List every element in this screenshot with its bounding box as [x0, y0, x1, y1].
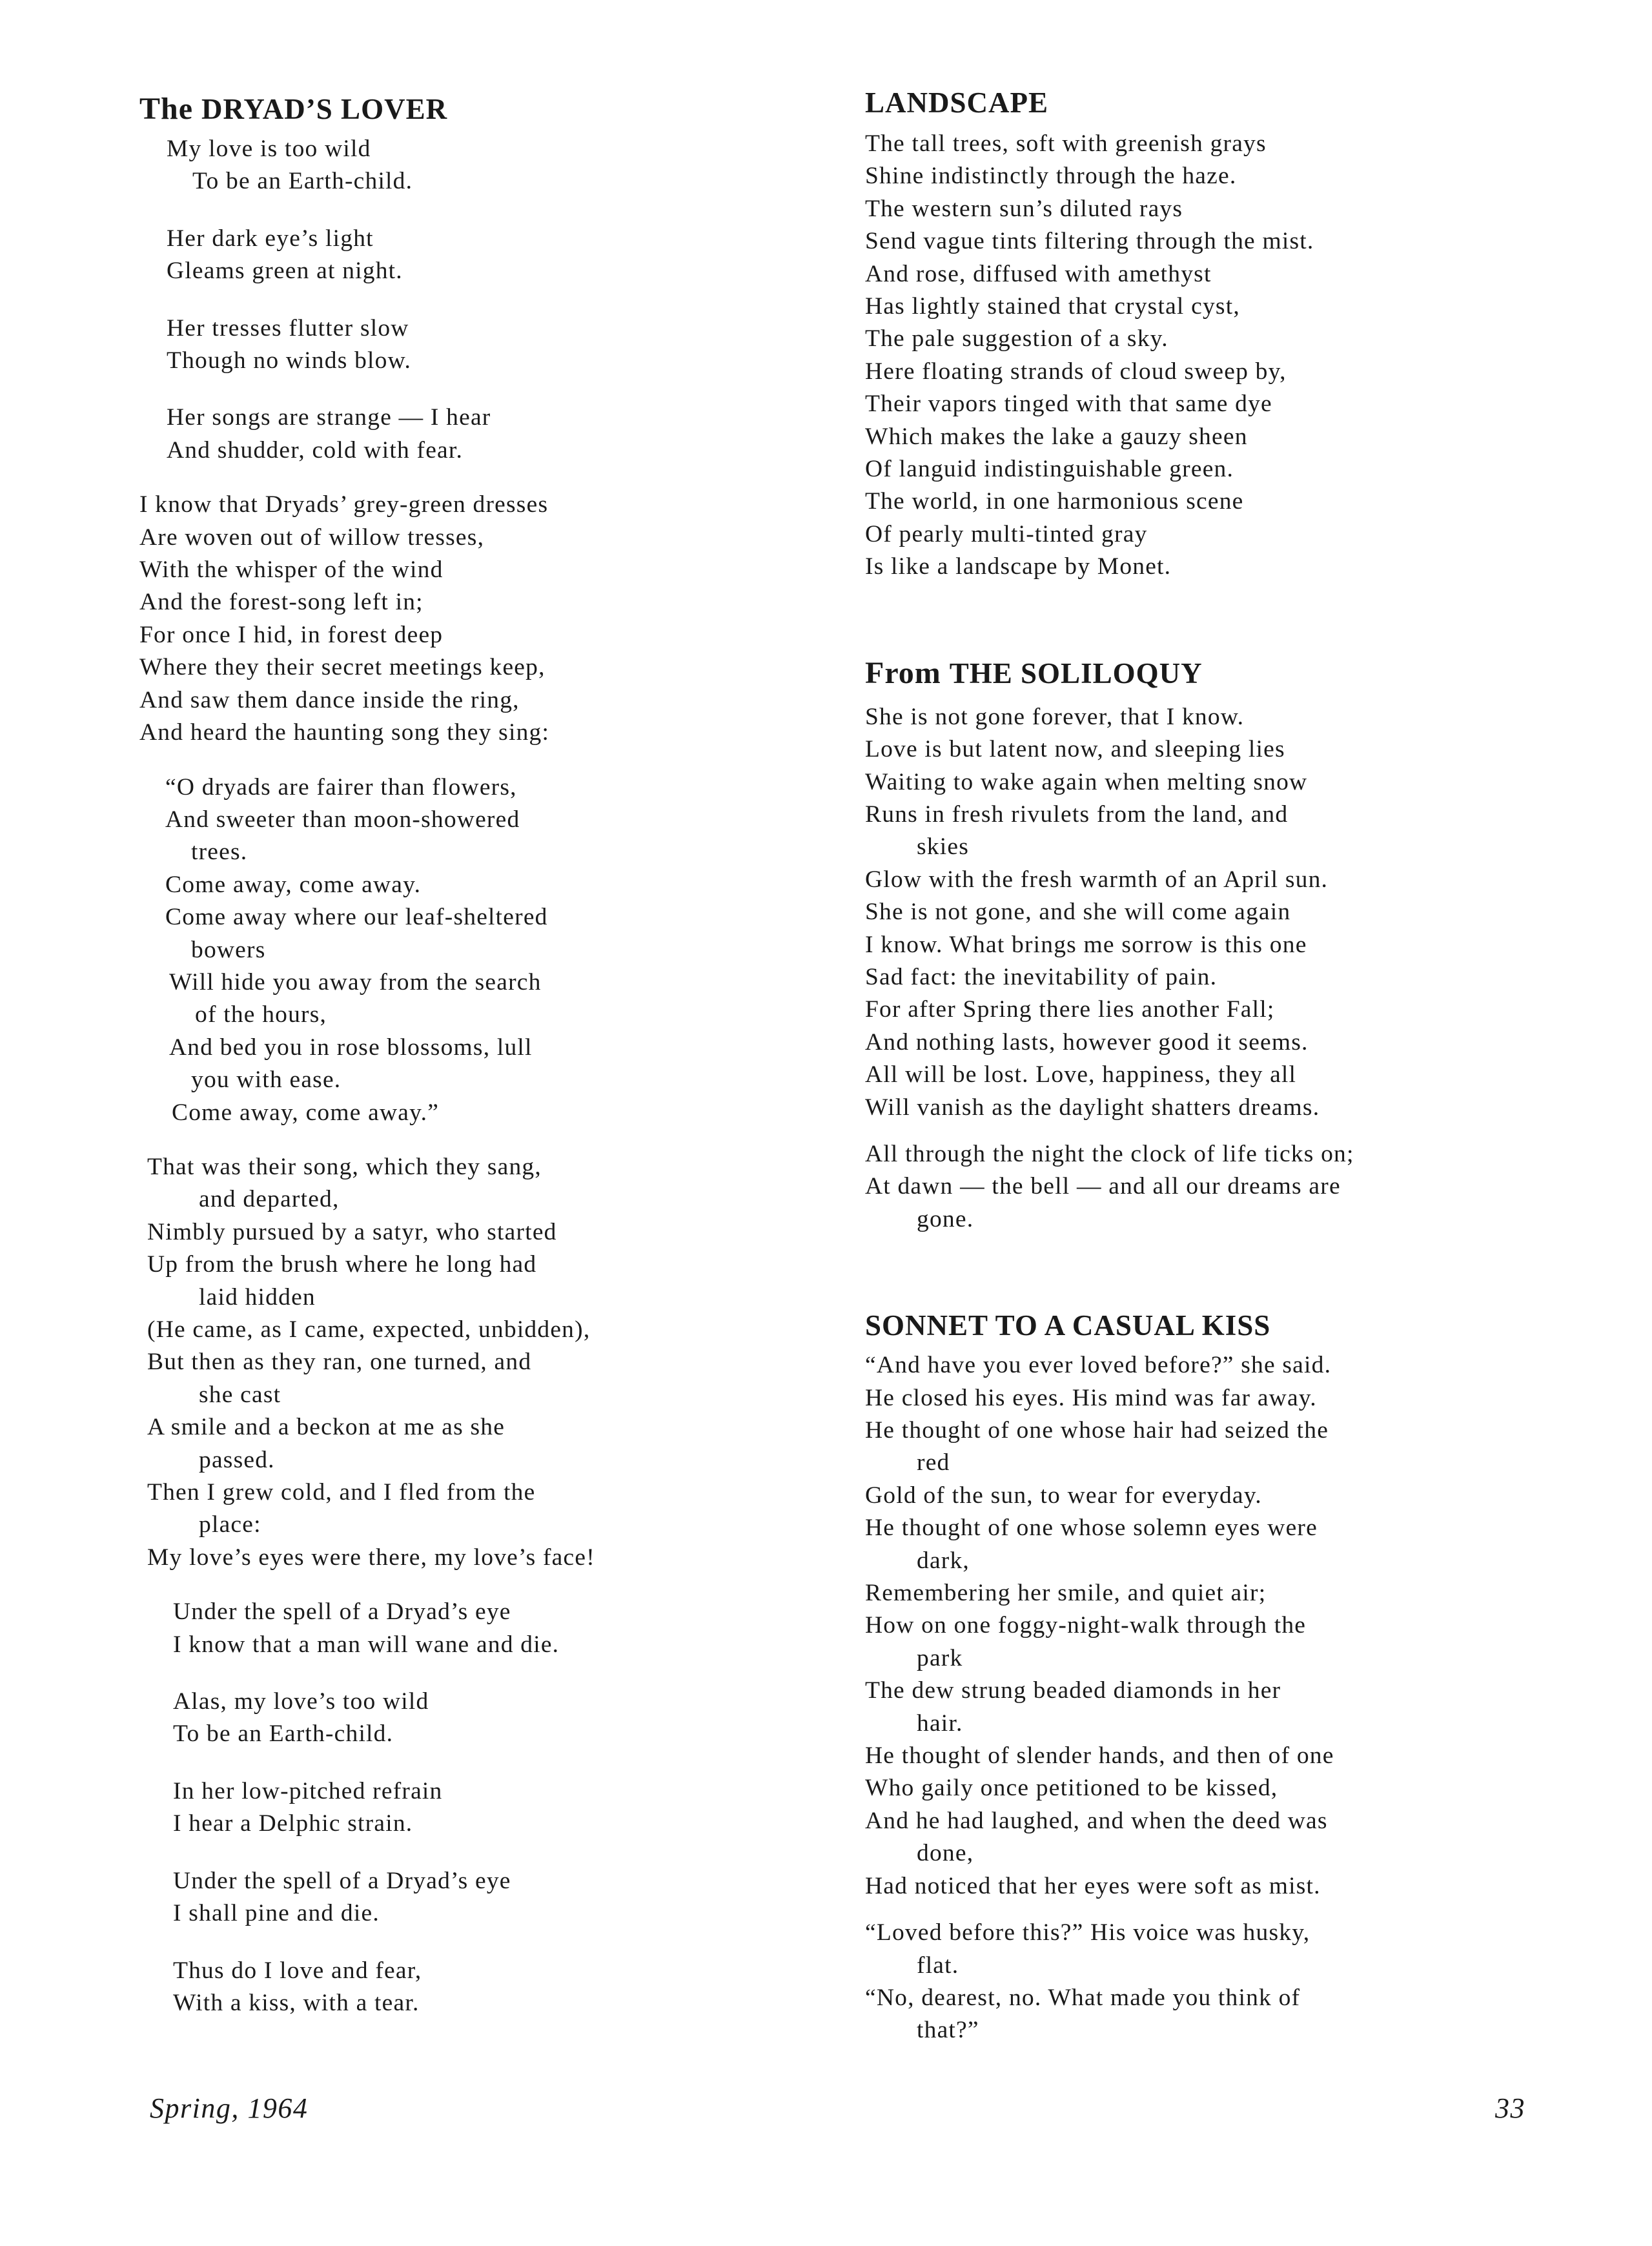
poem-line: and departed,: [199, 1186, 340, 1213]
poem-line: Of pearly multi-tinted gray: [865, 520, 1148, 547]
poem-line: I hear a Delphic strain.: [173, 1810, 413, 1837]
poem-line: Sad fact: the inevitability of pain.: [865, 963, 1218, 990]
stanza: [173, 1865, 791, 1930]
poem-line: I know. What brings me sorrow is this one: [865, 931, 1307, 958]
poem-line: park: [917, 1644, 963, 1671]
intro-stanzas: [139, 133, 791, 467]
poem-line: Nimbly pursued by a satyr, who started: [147, 1218, 557, 1245]
poem-title-landscape: [865, 83, 1511, 123]
soliloquy-stanza: [865, 1138, 1511, 1236]
poem-line: The western sun’s diluted rays: [865, 195, 1183, 222]
poem-line: The tall trees, soft with greenish grays: [865, 130, 1267, 157]
poem-line: And he had laughed, and when the deed was: [865, 1807, 1328, 1834]
poem-line: she cast: [199, 1381, 281, 1408]
poem-line: hair.: [917, 1710, 963, 1737]
poem-line: of the hours,: [195, 1001, 327, 1028]
poem-line: Alas, my love’s too wild: [173, 1688, 429, 1715]
poem-line: flat.: [917, 1952, 959, 1979]
poem-line: To be an Earth-child.: [192, 168, 413, 195]
poem-line: trees.: [191, 839, 248, 866]
poem-line: My love’s eyes were there, my love’s face!: [147, 1544, 595, 1571]
poem-line: that?”: [917, 2017, 979, 2044]
poem-line: red: [917, 1449, 950, 1476]
poem-line: For after Spring there lies another Fall;: [865, 996, 1275, 1023]
poem-line: And sweeter than moon-showered: [165, 806, 520, 833]
poem-line: Come away where our leaf-sheltered: [165, 904, 548, 931]
poem-line: Where they their secret meetings keep,: [139, 654, 546, 681]
poem-line: And the forest-song left in;: [139, 589, 423, 616]
poem-line: A smile and a beckon at me as she: [147, 1414, 505, 1441]
poem-title-sonnet: [865, 1305, 1511, 1345]
poem-line: skies: [917, 833, 969, 861]
poem-line: “No, dearest, no. What made you think of: [865, 1984, 1301, 2011]
poem-line: passed.: [199, 1446, 275, 1473]
poem-line: Remembering her smile, and quiet air;: [865, 1580, 1267, 1607]
poem-line: All will be lost. Love, happiness, they all: [865, 1061, 1297, 1088]
poem-line: Who gaily once petitioned to be kissed,: [865, 1775, 1278, 1802]
soliloquy-stanza: [865, 701, 1511, 1124]
poem-line: Then I grew cold, and I fled from the: [147, 1479, 536, 1506]
poem-line: gone.: [917, 1205, 974, 1232]
poem-line: The dew strung beaded diamonds in her: [865, 1677, 1281, 1704]
poem-line: And nothing lasts, however good it seems.: [865, 1028, 1309, 1056]
poem-line: And heard the haunting song they sing:: [139, 719, 550, 746]
poem-line: dark,: [917, 1547, 970, 1574]
poem-line: Love is but latent now, and sleeping lies: [865, 736, 1285, 763]
poem-line: And shudder, cold with fear.: [167, 436, 464, 464]
poem-line: Up from the brush where he long had: [147, 1251, 537, 1278]
poem-line: With the whisper of the wind: [139, 556, 444, 584]
poem-line: That was their song, which they sang,: [147, 1153, 542, 1180]
poem-line: Come away, come away.”: [172, 1099, 440, 1126]
stanza: [167, 133, 791, 198]
poem-line: laid hidden: [199, 1283, 316, 1311]
stanza: [167, 312, 791, 378]
stanza: [167, 223, 791, 288]
title-main: DRYAD’S LOVER: [201, 93, 448, 125]
poem-line: Her tresses flutter slow: [167, 314, 409, 342]
poem-line: I shall pine and die.: [173, 1900, 380, 1927]
poem-line: He thought of slender hands, and then of one: [865, 1742, 1334, 1770]
poem-line: And saw them dance inside the ring,: [139, 686, 520, 713]
poem-line: I know that a man will wane and die.: [173, 1631, 560, 1658]
stanza: [167, 402, 791, 467]
poem-line: For once I hid, in forest deep: [139, 621, 444, 648]
poem-line: Though no winds blow.: [167, 347, 412, 374]
poem-line: He thought of one whose solemn eyes were: [865, 1515, 1318, 1542]
poem-line: Their vapors tinged with that same dye: [865, 391, 1272, 418]
poem-line: But then as they ran, one turned, and: [147, 1349, 532, 1376]
poem-line: Shine indistinctly through the haze.: [865, 163, 1237, 190]
title-prefix: From: [865, 655, 941, 690]
poem-line: Will vanish as the daylight shatters dreams.: [865, 1094, 1320, 1121]
poem-line: Send vague tints filtering through the mist.: [865, 228, 1314, 255]
stanza: [173, 1775, 791, 1841]
poem-line: Runs in fresh rivulets from the land, and: [865, 801, 1289, 828]
poem-line: Has lightly stained that crystal cyst,: [865, 293, 1240, 320]
poem-line: Here floating strands of cloud sweep by,: [865, 358, 1287, 385]
poem-line: He thought of one whose hair had seized the: [865, 1417, 1329, 1444]
departure-stanza: [139, 1151, 791, 1574]
poem-line: “O dryads are fairer than flowers,: [165, 773, 517, 801]
title-main: LANDSCAPE: [865, 87, 1049, 119]
poem-line: And bed you in rose blossoms, lull: [169, 1034, 533, 1061]
poem-line: Thus do I love and fear,: [173, 1957, 422, 1984]
poem-line: you with ease.: [191, 1067, 342, 1094]
poem-line: He closed his eyes. His mind was far away.: [865, 1384, 1317, 1411]
sonnet-stanza: [865, 1917, 1511, 2047]
poem-line: Had noticed that her eyes were soft as mist.: [865, 1872, 1321, 1899]
title-prefix: The: [139, 92, 194, 126]
poem-line: “Loved before this?” His voice was husky,: [865, 1919, 1310, 1946]
poem-line: place:: [199, 1511, 261, 1538]
poem-line: She is not gone, and she will come again: [865, 899, 1291, 926]
poem-line: Will hide you away from the search: [169, 968, 542, 995]
title-main: SONNET TO A CASUAL KISS: [865, 1309, 1271, 1342]
poem-line: To be an Earth-child.: [173, 1720, 394, 1748]
poem-line: Under the spell of a Dryad’s eye: [173, 1598, 511, 1626]
page-number: 33: [1495, 2092, 1525, 2124]
poem-line: Come away, come away.: [165, 871, 422, 898]
poem-line: With a kiss, with a tear.: [173, 1989, 420, 2016]
stanza: [173, 1686, 791, 1751]
poem-line: Gold of the sun, to wear for everyday.: [865, 1482, 1262, 1509]
dryad-song-stanza: [139, 771, 791, 1129]
poem-line: At dawn — the bell — and all our dreams are: [865, 1173, 1341, 1200]
closing-stanzas: [139, 1596, 791, 2019]
poem-line: bowers: [191, 936, 266, 963]
poem-line: I know that Dryads’ grey-green dresses: [139, 491, 549, 518]
poem-line: My love is too wild: [167, 136, 371, 162]
poem-line: The pale suggestion of a sky.: [865, 325, 1168, 352]
poem-line: The world, in one harmonious scene: [865, 488, 1244, 515]
poem-line: (He came, as I came, expected, unbidden),: [147, 1316, 591, 1343]
poem-line: Gleams green at night.: [167, 258, 403, 285]
title-main: THE SOLILOQUY: [949, 657, 1203, 689]
poem-title-dryads-lover: [139, 89, 791, 129]
issue-date: Spring, 1964: [150, 2092, 309, 2124]
poem-line: All through the night the clock of life ticks on;: [865, 1140, 1354, 1167]
narrative-stanza: [139, 489, 791, 749]
poem-line: Her songs are strange — I hear: [167, 404, 491, 431]
poem-line: And rose, diffused with amethyst: [865, 260, 1212, 287]
stanza: [173, 1955, 791, 2020]
poem-title-soliloquy: [865, 653, 1511, 693]
poem-line: Her dark eye’s light: [167, 225, 374, 252]
poem-line: done,: [917, 1840, 974, 1867]
poem-line: In her low-pitched refrain: [173, 1777, 443, 1804]
sonnet-stanza: [865, 1349, 1511, 1903]
poem-line: Glow with the fresh warmth of an April sun.: [865, 866, 1329, 893]
poem-line: How on one foggy-night-walk through the: [865, 1612, 1307, 1639]
poem-line: “And have you ever loved before?” she said.: [865, 1352, 1332, 1379]
poem-line: She is not gone forever, that I know.: [865, 703, 1245, 730]
left-column: [139, 89, 791, 2019]
poem-line: Are woven out of willow tresses,: [139, 524, 485, 551]
poem-line: Is like a landscape by Monet.: [865, 553, 1172, 580]
poem-line: Which makes the lake a gauzy sheen: [865, 423, 1248, 450]
poem-line: Waiting to wake again when melting snow: [865, 768, 1308, 795]
poem-line: Of languid indistinguishable green.: [865, 456, 1234, 483]
poem-line: Under the spell of a Dryad’s eye: [173, 1867, 511, 1894]
landscape-stanza: [865, 128, 1511, 584]
right-column: [865, 83, 1511, 2047]
stanza: [173, 1596, 791, 1661]
